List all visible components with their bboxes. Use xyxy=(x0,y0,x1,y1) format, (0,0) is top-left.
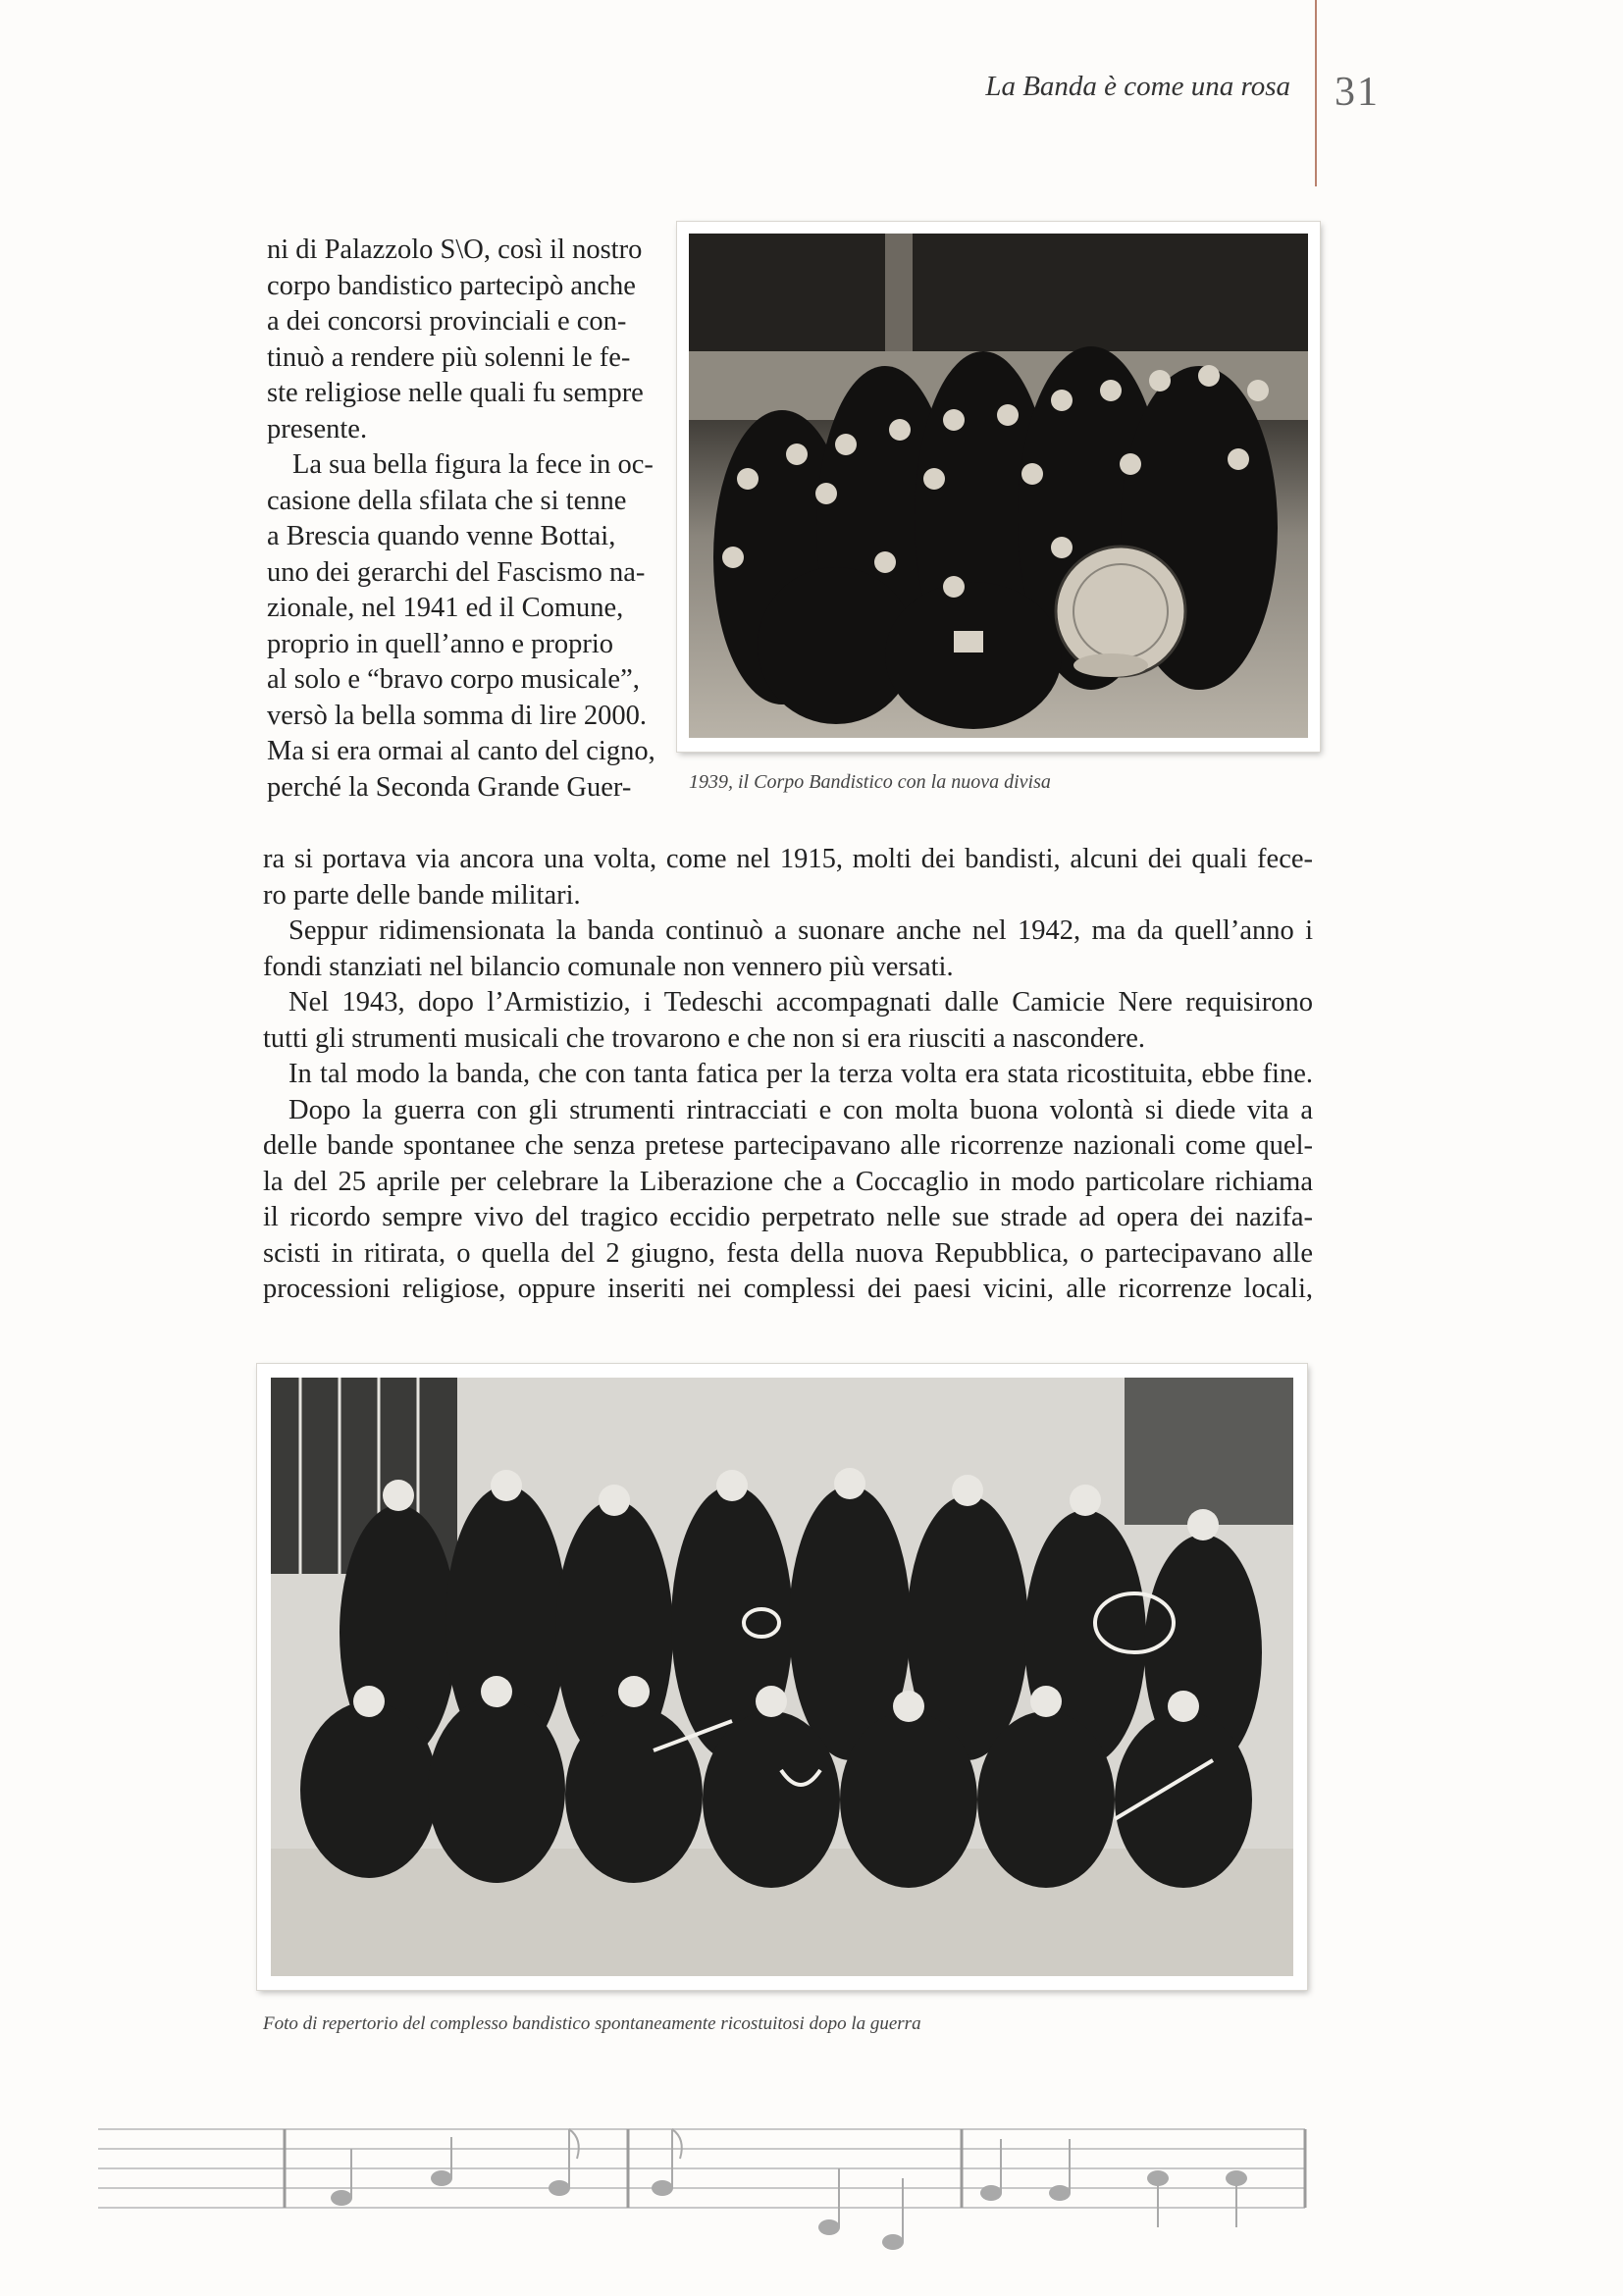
text-line: ste religiose nelle quali fu sempre xyxy=(267,378,644,408)
text-line: processioni religiose, oppure inseriti nei complessi dei paesi vicini, alle ricorrenze locali, xyxy=(263,1274,1313,1304)
photo-postwar-image xyxy=(271,1378,1293,1976)
postwar-photo-illustration xyxy=(271,1378,1293,1976)
text-line: delle bande spontanee che senza pretese partecipavano alle ricorrenze nazionali come quel- xyxy=(263,1130,1313,1161)
text-line: perché la Seconda Grande Guer- xyxy=(267,771,632,803)
text-line: tutti gli strumenti musicali che trovarono e che non si era riusciti a nascondere. xyxy=(263,1022,1146,1054)
text-line: il ricordo sempre vivo del tragico eccidio perpetrato nelle sue strade ad opera dei nazifa- xyxy=(263,1202,1313,1232)
text-line: casione della sfilata che si tenne xyxy=(267,485,627,516)
text-line: ro parte delle bande militari. xyxy=(263,879,581,911)
text-line: fondi stanziati nel bilancio comunale non vennero più versati. xyxy=(263,951,954,982)
text-line: tinuò a rendere più solenni le fe- xyxy=(267,341,631,373)
photo-1939-image xyxy=(689,234,1308,738)
text-line: Nel 1943, dopo l’Armistizio, i Tedeschi accompagnati dalle Camicie Nere requisirono xyxy=(288,987,1313,1018)
text-line: Dopo la guerra con gli strumenti rintracciati e con molta buona volontà si diede vita a xyxy=(288,1094,1313,1125)
text-line: presente. xyxy=(267,413,368,444)
narrow-text-column xyxy=(267,233,655,806)
text-line: uno dei gerarchi del Fascismo na- xyxy=(267,556,646,588)
full-text-column xyxy=(263,842,1313,1308)
text-line: proprio in quell’anno e proprio xyxy=(267,628,613,659)
text-line: a Brescia quando venne Bottai, xyxy=(267,521,616,551)
text-line: Ma si era ormai al canto del cigno, xyxy=(267,736,655,766)
text-line: La sua bella figura la fece in oc- xyxy=(292,449,654,480)
text-line: a dei concorsi provinciali e con- xyxy=(267,306,627,337)
text-line: In tal modo la banda, che con tanta fatica per la terza volta era stata ricostituita, ebbe fine. xyxy=(288,1059,1313,1089)
band-photo-illustration xyxy=(689,234,1308,738)
photo-postwar-band xyxy=(257,1364,1307,1990)
photo-1939-caption: 1939, il Corpo Bandistico con la nuova divisa xyxy=(689,771,1051,793)
text-line: al solo e “bravo corpo musicale”, xyxy=(267,664,640,695)
text-line: corpo bandistico partecipò anche xyxy=(267,270,636,301)
text-line: Seppur ridimensionata la banda continuò a suonare anche nel 1942, ma da quell’anno i xyxy=(288,915,1313,946)
running-title: La Banda è come una rosa xyxy=(985,71,1290,102)
text-line: zionale, nel 1941 ed il Comune, xyxy=(267,593,624,623)
photo-postwar-caption: Foto di repertorio del complesso bandistico spontaneamente ricostuitosi dopo la guerra xyxy=(263,2013,921,2034)
music-staff-decoration xyxy=(98,2110,1315,2257)
text-line: la del 25 aprile per celebrare la Liberazione che a Coccaglio in modo particolare richiama xyxy=(263,1166,1313,1197)
page-number: 31 xyxy=(1335,70,1380,115)
text-line: ni di Palazzolo S\O, così il nostro xyxy=(267,235,643,265)
header-divider xyxy=(1315,0,1317,186)
text-line: ra si portava via ancora una volta, come nel 1915, molti dei bandisti, alcuni dei quali fece- xyxy=(263,844,1313,874)
photo-1939-band xyxy=(677,222,1320,752)
text-line: scisti in ritirata, o quella del 2 giugno, festa della nuova Repubblica, o partecipavano alle xyxy=(263,1237,1313,1269)
text-line: versò la bella somma di lire 2000. xyxy=(267,700,648,731)
